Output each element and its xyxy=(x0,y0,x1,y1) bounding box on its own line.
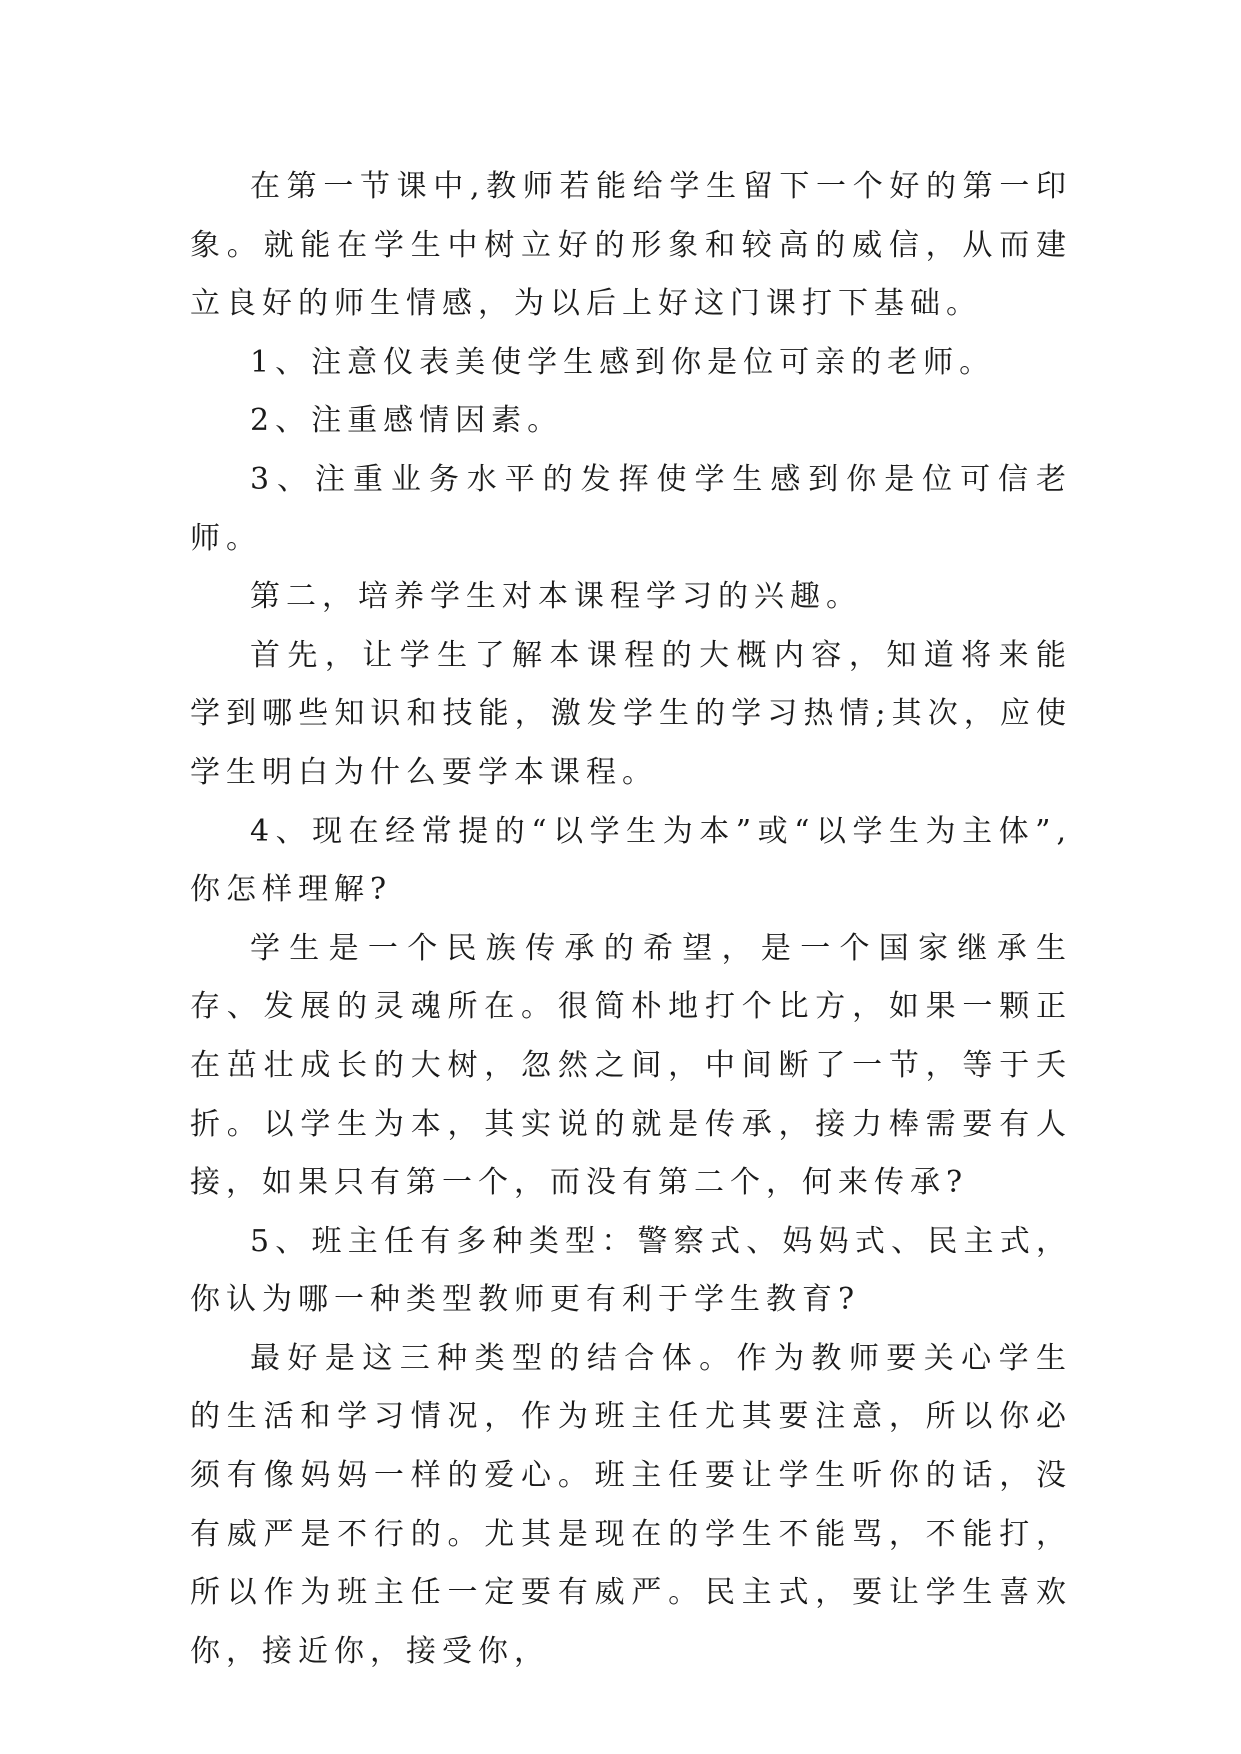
paragraph-second-interest: 第二，培养学生对本课程学习的兴趣。 xyxy=(250,579,862,615)
paragraph-item-3-professional-level: 3、注重业务水平的发挥使学生感到你是位可信老师。 xyxy=(190,461,1072,556)
paragraph-intro-first-impression: 在第一节课中,教师若能给学生留下一个好的第一印象。就能在学生中树立好的形象和较高的威信，从而建立良好的师生情感，为以后上好这门课打下基础。 xyxy=(190,169,1072,322)
paragraph-answer-4: 学生是一个民族传承的希望，是一个国家继承生存、发展的灵魂所在。很简朴地打个比方，如果一颗正在茁壮成长的大树，忽然之间，中间断了一节，等于夭折。以学生为本，其实说的就是传承，接力棒需要有人接，如果只有第一个，而没有第二个，何来传承? xyxy=(190,930,1072,1201)
paragraph-first-then: 首先，让学生了解本课程的大概内容，知道将来能学到哪些知识和技能，激发学生的学习热情;其次，应使学生明白为什么要学本课程。 xyxy=(190,637,1072,790)
paragraph-answer-5: 最好是这三种类型的结合体。作为教师要关心学生的生活和学习情况，作为班主任尤其要注意，所以你必须有像妈妈一样的爱心。班主任要让学生听你的话，没有威严是不行的。尤其是现在的学生不能骂，不能打，所以作为班主任一定要有威严。民主式，要让学生喜欢你，接近你，接受你， xyxy=(190,1340,1072,1669)
paragraph-item-1-appearance: 1、注意仪表美使学生感到你是位可亲的老师。 xyxy=(250,344,996,380)
paragraph-question-4: 4、现在经常提的“以学生为本”或“以学生为主体”,你怎样理解? xyxy=(190,813,1072,908)
paragraph-question-5: 5、班主任有多种类型：警察式、妈妈式、民主式，你认为哪一种类型教师更有利于学生教育? xyxy=(190,1223,1072,1318)
paragraph-item-2-emotion: 2、注重感情因素。 xyxy=(250,403,564,439)
body-text xyxy=(190,158,1072,1681)
